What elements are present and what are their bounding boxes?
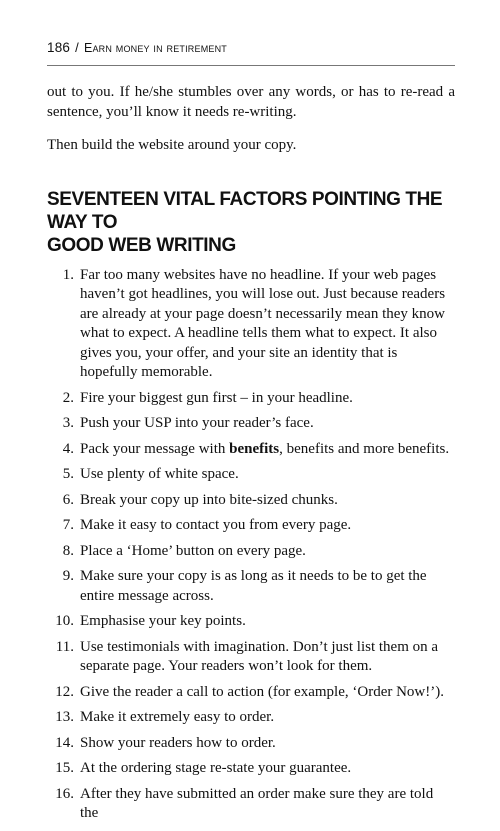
item-text: After they have submitted an order make sure they are told the xyxy=(80,785,434,821)
item-number: 16. xyxy=(55,785,74,802)
item-text: Emphasise your key points. xyxy=(80,613,246,629)
list-item xyxy=(47,516,455,536)
item-number: 2. xyxy=(62,389,74,406)
item-number: 6. xyxy=(62,491,74,508)
list-item xyxy=(47,414,455,434)
item-number: 5. xyxy=(62,466,74,482)
item-text: Far too many websites have no headline. If your web pages haven’t got headlines, you will lose out. Just because readers are already at your page doesn’t necessarily mean they know what to expect. A headline tells them what to expect. It also gives you, your offer, and your site an identity that is hopefully memorable. xyxy=(80,266,446,380)
running-header xyxy=(47,40,227,55)
page-body xyxy=(47,83,455,830)
item-text xyxy=(80,440,455,460)
item-text: Place a ‘Home’ button on every page. xyxy=(80,542,306,559)
list-item xyxy=(47,491,455,511)
paragraph: Then build the website around your copy. xyxy=(47,137,297,153)
paragraph: out to you. If he/she stumbles over any words, or has to re-read a sentence, you’ll know it needs re-writing. xyxy=(47,84,455,120)
item-number: 1. xyxy=(62,266,74,283)
list-item xyxy=(47,785,455,824)
item-text-post: , benefits and more benefits. xyxy=(279,440,450,457)
item-number: 7. xyxy=(62,517,74,533)
header-rule xyxy=(47,65,455,66)
section-heading xyxy=(47,188,455,257)
list-item xyxy=(47,542,455,562)
item-text: Make it easy to contact you from every page. xyxy=(80,517,352,533)
item-text: Break your copy up into bite-sized chunks. xyxy=(80,491,338,508)
item-text: Use testimonials with imagination. Don’t just list them on a separate page. Your readers won’t look for them. xyxy=(80,638,439,674)
item-number: 11. xyxy=(55,638,74,655)
item-text: Push your USP into your reader’s face. xyxy=(80,415,314,431)
item-text: Give the reader a call to action (for example, ‘Order Now!’). xyxy=(80,683,444,700)
item-text: Fire your biggest gun first – in your headline. xyxy=(80,389,353,406)
list-item xyxy=(47,734,455,754)
list-item xyxy=(47,266,455,383)
header-separator: / xyxy=(75,40,79,55)
item-text: Make sure your copy is as long as it needs to be to get the entire message across. xyxy=(80,568,427,604)
item-number: 4. xyxy=(62,440,74,457)
item-text: Use plenty of white space. xyxy=(80,466,239,482)
book-title: Earn money in retirement xyxy=(83,41,227,55)
item-number: 8. xyxy=(62,542,74,559)
list-item xyxy=(47,612,455,632)
item-number: 15. xyxy=(55,760,74,776)
list-item xyxy=(47,638,455,677)
list-item xyxy=(47,567,455,606)
list-item xyxy=(47,683,455,703)
item-number: 13. xyxy=(55,709,74,725)
emphasized-word: benefits xyxy=(229,440,280,457)
item-text: At the ordering stage re-state your guarantee. xyxy=(80,760,352,776)
item-number: 9. xyxy=(62,568,74,584)
item-number: 14. xyxy=(55,734,74,751)
list-item xyxy=(47,440,455,460)
item-text: Make it extremely easy to order. xyxy=(80,709,275,725)
page-number: 186 xyxy=(47,40,71,55)
list-item xyxy=(47,708,455,728)
item-text: Show your readers how to order. xyxy=(80,734,276,751)
factors-list xyxy=(47,266,455,824)
item-number: 10. xyxy=(55,613,74,629)
item-number: 12. xyxy=(55,683,74,700)
item-number: 3. xyxy=(62,415,74,431)
list-item xyxy=(47,389,455,409)
list-item xyxy=(47,759,455,779)
item-text-pre: Pack your message with xyxy=(80,440,230,457)
list-item xyxy=(47,465,455,485)
section-heading-line: SEVENTEEN VITAL FACTORS POINTING THE WAY TO xyxy=(47,188,443,233)
section-heading-line: GOOD WEB WRITING xyxy=(47,234,236,256)
